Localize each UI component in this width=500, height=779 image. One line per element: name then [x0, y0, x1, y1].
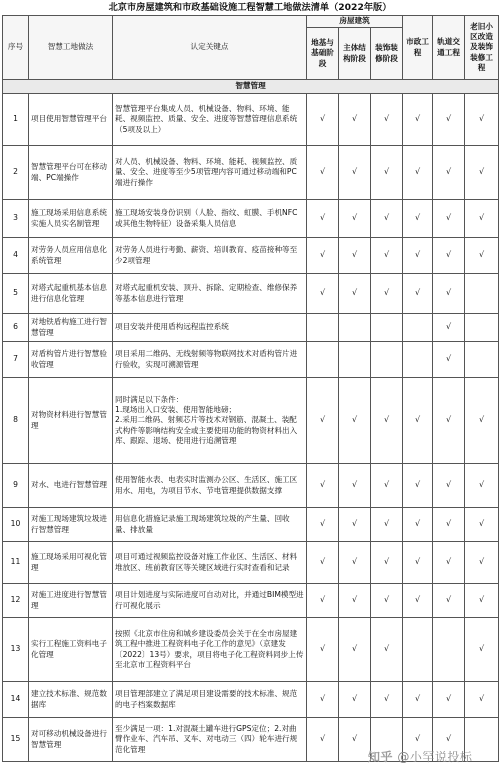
row-practice: 施工现场采用可视化管理: [29, 542, 113, 584]
header-requirement: 认定关键点: [113, 16, 307, 80]
check-cell: √: [339, 238, 371, 274]
check-cell: [339, 342, 371, 378]
row-practice: 建立技术标准、规范数据库: [29, 682, 113, 718]
row-practice: 对施工进度进行智慧管理: [29, 584, 113, 618]
row-number: 10: [3, 508, 29, 542]
check-cell: √: [433, 314, 465, 342]
row-practice: 对劳务人员应用信息化系统管理: [29, 238, 113, 274]
check-cell: √: [465, 542, 499, 584]
check-cell: √: [403, 274, 433, 314]
check-cell: √: [403, 682, 433, 718]
checklist-table: [2, 15, 499, 762]
section-title: 智慧管理: [3, 80, 499, 94]
check-cell: √: [339, 378, 371, 464]
check-cell: √: [339, 682, 371, 718]
watermark-author: @小罕说投标: [397, 750, 473, 764]
check-cell: √: [433, 584, 465, 618]
row-practice: 施工现场采用信息系统实施人员实名制管理: [29, 200, 113, 238]
row-number: 7: [3, 342, 29, 378]
check-cell: √: [403, 378, 433, 464]
check-cell: √: [371, 200, 403, 238]
row-practice: 项目使用智慧管理平台: [29, 94, 113, 146]
row-practice: 对施工现场建筑垃圾进行智慧管理: [29, 508, 113, 542]
check-cell: √: [371, 378, 403, 464]
check-cell: √: [433, 94, 465, 146]
check-cell: √: [433, 146, 465, 200]
check-cell: [307, 342, 339, 378]
check-cell: √: [433, 508, 465, 542]
row-number: 4: [3, 238, 29, 274]
row-number: 8: [3, 378, 29, 464]
check-cell: √: [403, 146, 433, 200]
check-cell: √: [371, 618, 403, 682]
row-key-point: 用信息化措施记录施工现场建筑垃圾的产生量、回收量、排放量: [113, 508, 307, 542]
check-cell: √: [307, 682, 339, 718]
check-cell: √: [433, 200, 465, 238]
check-cell: √: [371, 238, 403, 274]
check-cell: [465, 342, 499, 378]
check-cell: [339, 314, 371, 342]
check-cell: √: [433, 682, 465, 718]
check-cell: √: [339, 584, 371, 618]
check-cell: √: [433, 378, 465, 464]
row-number: 15: [3, 718, 29, 762]
check-cell: √: [465, 584, 499, 618]
row-number: 5: [3, 274, 29, 314]
check-cell: √: [307, 508, 339, 542]
table-row: [3, 94, 499, 146]
header-municipal: 市政工程: [403, 16, 433, 80]
row-practice: 对水、电进行智慧管理: [29, 464, 113, 508]
check-cell: √: [465, 682, 499, 718]
check-cell: √: [307, 378, 339, 464]
check-cell: √: [465, 508, 499, 542]
check-cell: √: [307, 584, 339, 618]
header-group-building: 房屋建筑: [307, 16, 403, 28]
check-cell: √: [465, 200, 499, 238]
row-number: 13: [3, 618, 29, 682]
row-key-point: 项目管理部建立了满足项目建设需要的技术标准、规范的电子档案数据库: [113, 682, 307, 718]
check-cell: [403, 618, 433, 682]
check-cell: √: [307, 274, 339, 314]
check-cell: √: [433, 718, 465, 762]
header-decoration: 装饰装修阶段: [371, 28, 403, 80]
check-cell: √: [371, 542, 403, 584]
check-cell: √: [433, 542, 465, 584]
check-cell: √: [307, 542, 339, 584]
check-cell: √: [371, 94, 403, 146]
check-cell: √: [433, 238, 465, 274]
check-cell: √: [465, 238, 499, 274]
check-cell: [465, 274, 499, 314]
check-cell: √: [433, 342, 465, 378]
check-cell: [465, 314, 499, 342]
table-row: [3, 342, 499, 378]
check-cell: [433, 618, 465, 682]
row-practice: 智慧管理平台可在移动端、PC端操作: [29, 146, 113, 200]
row-key-point: 对劳务人员进行考勤、薪资、培训教育、疫苗接种等至少2项管理: [113, 238, 307, 274]
row-key-point: 项目安装并使用盾构远程监控系统: [113, 314, 307, 342]
row-number: 9: [3, 464, 29, 508]
table-row: [3, 378, 499, 464]
table-row: [3, 314, 499, 342]
row-practice: 对盾构管片进行智慧验收管理: [29, 342, 113, 378]
document-title: 北京市房屋建筑和市政基础设施工程智慧工地做法清单（2022年版）: [108, 2, 392, 13]
check-cell: √: [403, 584, 433, 618]
table-row: [3, 464, 499, 508]
check-cell: √: [339, 464, 371, 508]
table-row: [3, 618, 499, 682]
watermark-brand: 知乎: [368, 750, 394, 764]
check-cell: √: [371, 682, 403, 718]
row-key-point: 项目可通过视频监控设备对施工作业区、生活区、材料堆放区、班前教育区等关键区域进行实时查看和记录: [113, 542, 307, 584]
check-cell: √: [465, 618, 499, 682]
row-number: 6: [3, 314, 29, 342]
header-structure: 主体结构阶段: [339, 28, 371, 80]
check-cell: √: [307, 146, 339, 200]
check-cell: √: [339, 274, 371, 314]
check-cell: √: [465, 378, 499, 464]
table-row: [3, 584, 499, 618]
table-row: [3, 508, 499, 542]
row-number: 2: [3, 146, 29, 200]
check-cell: √: [339, 618, 371, 682]
row-practice: 对可移动机械设备进行智慧管理: [29, 718, 113, 762]
check-cell: √: [339, 542, 371, 584]
row-key-point: 施工现场安装身份识别（人脸、指纹、虹膜、手机NFC或其他生物特征）设备采集人员信息: [113, 200, 307, 238]
check-cell: √: [465, 464, 499, 508]
check-cell: [371, 314, 403, 342]
check-cell: √: [465, 146, 499, 200]
check-cell: √: [307, 718, 339, 762]
row-key-point: 项目采用二维码、无线射频等物联网技术对盾构管片进行验收，实现可溯源管理: [113, 342, 307, 378]
check-cell: √: [307, 238, 339, 274]
check-cell: √: [371, 584, 403, 618]
check-cell: [371, 342, 403, 378]
row-key-point: 智慧管理平台集成人员、机械设备、物料、环境、能耗、视频监控、质量、安全、进度等智慧管理信息系统（5项及以上）: [113, 94, 307, 146]
check-cell: √: [371, 508, 403, 542]
check-cell: √: [307, 464, 339, 508]
header-foundation: 地基与基础阶段: [307, 28, 339, 80]
check-cell: √: [403, 508, 433, 542]
check-cell: √: [339, 200, 371, 238]
table-row: [3, 682, 499, 718]
check-cell: √: [307, 94, 339, 146]
check-cell: √: [371, 146, 403, 200]
check-cell: √: [371, 464, 403, 508]
check-cell: √: [403, 238, 433, 274]
header-item: 智慧工地做法: [29, 16, 113, 80]
check-cell: √: [403, 464, 433, 508]
table-row: [3, 200, 499, 238]
header-seq: 序号: [3, 16, 29, 80]
row-key-point: 使用智能水表、电表实时监测办公区、生活区、施工区用水、用电，为项目节水、节电管理提供数据支撑: [113, 464, 307, 508]
check-cell: √: [403, 542, 433, 584]
check-cell: √: [403, 718, 433, 762]
check-cell: √: [339, 94, 371, 146]
table-row: [3, 146, 499, 200]
row-practice: 对物资材料进行智慧管理: [29, 378, 113, 464]
header-rail: 轨道交通工程: [433, 16, 465, 80]
row-key-point: 对人员、机械设备、物料、环境、能耗、视频监控、质量、安全、进度等至少5项管理内容可通过移动端和PC端进行操作: [113, 146, 307, 200]
check-cell: √: [339, 146, 371, 200]
check-cell: √: [403, 94, 433, 146]
check-cell: √: [339, 508, 371, 542]
row-practice: 对塔式起重机基本信息进行信息化管理: [29, 274, 113, 314]
row-number: 14: [3, 682, 29, 718]
watermark: [368, 748, 472, 765]
check-cell: [307, 314, 339, 342]
row-key-point: 按照《北京市住房和城乡建设委员会关于在全市房屋建筑工程中推进工程资料电子化工作的意见》（京建发〔2022〕13号）要求，项目将电子化工程资料同步上传至北京市工程资料平台: [113, 618, 307, 682]
row-number: 11: [3, 542, 29, 584]
check-cell: √: [433, 274, 465, 314]
table-row: [3, 542, 499, 584]
row-key-point: 对塔式起重机安装、顶升、拆除、定期检查、维修保养等基本信息进行管理: [113, 274, 307, 314]
check-cell: √: [307, 200, 339, 238]
check-cell: √: [339, 718, 371, 762]
check-cell: [403, 342, 433, 378]
check-cell: √: [403, 200, 433, 238]
row-key-point: 同时满足以下条件： 1.现场出入口安装、使用智能地磅； 2.采用二维码、射频芯片等技术对钢筋、混凝土、装配式构件等影响结构安全或主要使用功能的物资材料出入库、跟踪、退场、使用进行追溯管理: [113, 378, 307, 464]
check-cell: √: [307, 618, 339, 682]
check-cell: √: [371, 274, 403, 314]
row-key-point: 至少满足一项：1.对混凝土罐车进行GPS定位；2.对曲臂作业车、汽车吊、叉车、对电动三（四）轮车进行规范化管理: [113, 718, 307, 762]
check-cell: √: [433, 464, 465, 508]
header-renovation: 老旧小区改造及装饰装修工程: [465, 16, 499, 80]
row-key-point: 项目计划进度与实际进度可自动对比，并通过BIM模型进行可视化展示: [113, 584, 307, 618]
table-row: [3, 238, 499, 274]
row-practice: 对地铁盾构施工进行智慧管理: [29, 314, 113, 342]
row-number: 12: [3, 584, 29, 618]
row-number: 1: [3, 94, 29, 146]
row-number: 3: [3, 200, 29, 238]
row-practice: 实行工程施工资料电子化管理: [29, 618, 113, 682]
check-cell: [403, 314, 433, 342]
check-cell: √: [465, 94, 499, 146]
table-row: [3, 274, 499, 314]
